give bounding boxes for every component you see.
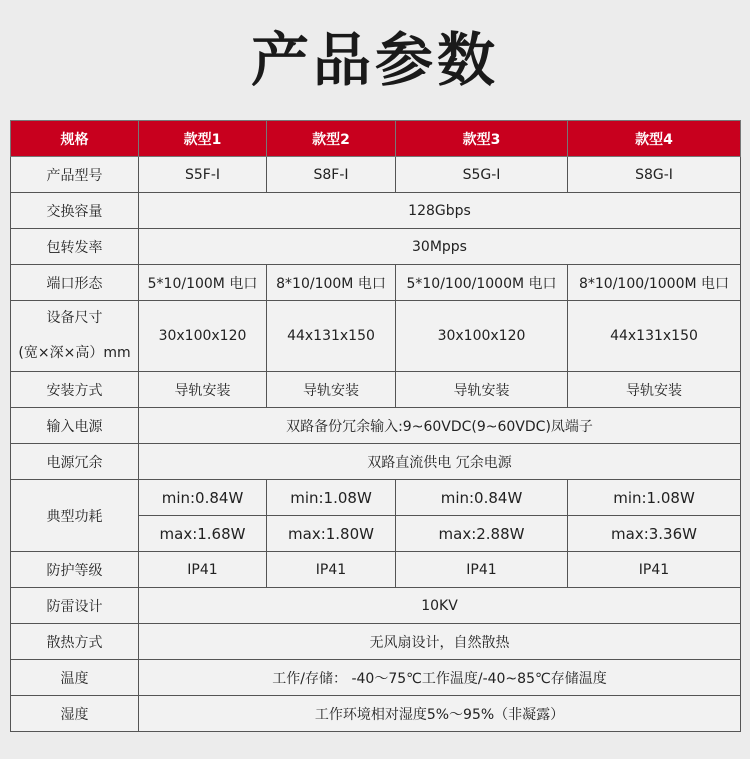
table-cell: 8*10/100M 电口 [267, 265, 396, 301]
table-cell: 工作/存储： -40～75℃工作温度/-40~85℃存储温度 [139, 660, 741, 696]
header-spec: 规格 [11, 121, 139, 157]
table-cell: IP41 [139, 552, 267, 588]
table-cell: 工作环境相对湿度5%～95%（非凝露） [139, 696, 741, 732]
table-cell: 无风扇设计，自然散热 [139, 624, 741, 660]
row-label: 散热方式 [11, 624, 139, 660]
table-cell: 8*10/100/1000M 电口 [568, 265, 741, 301]
spec-table [10, 120, 741, 732]
table-cell: min:0.84W [396, 480, 568, 516]
table-cell: 5*10/100/1000M 电口 [396, 265, 568, 301]
table-cell: IP41 [396, 552, 568, 588]
row-label: 端口形态 [11, 265, 139, 301]
table-cell: max:2.88W [396, 516, 568, 552]
table-cell: IP41 [568, 552, 741, 588]
table-row [11, 552, 741, 588]
table-row [11, 408, 741, 444]
table-cell: S8G-I [568, 157, 741, 193]
table-row [11, 480, 741, 516]
row-label: 交换容量 [11, 193, 139, 229]
table-row [11, 157, 741, 193]
row-label: 湿度 [11, 696, 139, 732]
table-cell: 30Mpps [139, 229, 741, 265]
table-cell: 30x100x120 [396, 301, 568, 372]
table-cell: 44x131x150 [568, 301, 741, 372]
table-cell: 导轨安装 [267, 372, 396, 408]
page-title: 产品参数 [250, 26, 499, 94]
row-label: 安装方式 [11, 372, 139, 408]
header-row [11, 121, 741, 157]
header-model-4: 款型4 [568, 121, 741, 157]
row-label: 防护等级 [11, 552, 139, 588]
row-label-line-2: (宽×深×高）mm [18, 345, 131, 361]
table-cell: min:1.08W [568, 480, 741, 516]
table-cell: max:1.68W [139, 516, 267, 552]
table-row [11, 229, 741, 265]
row-label: 包转发率 [11, 229, 139, 265]
table-cell: min:1.08W [267, 480, 396, 516]
table-cell: 5*10/100M 电口 [139, 265, 267, 301]
table-cell: 导轨安装 [139, 372, 267, 408]
table-cell: min:0.84W [139, 480, 267, 516]
row-label: 防雷设计 [11, 588, 139, 624]
table-cell: 导轨安装 [568, 372, 741, 408]
table-cell: S5G-I [396, 157, 568, 193]
table-cell: 44x131x150 [267, 301, 396, 372]
row-label: 典型功耗 [11, 480, 139, 552]
row-label: 温度 [11, 660, 139, 696]
table-cell: max:1.80W [267, 516, 396, 552]
row-label: 产品型号 [11, 157, 139, 193]
table-row [11, 696, 741, 732]
table-cell: S5F-I [139, 157, 267, 193]
header-model-2: 款型2 [267, 121, 396, 157]
table-cell: S8F-I [267, 157, 396, 193]
table-cell: IP41 [267, 552, 396, 588]
row-label: 电源冗余 [11, 444, 139, 480]
table-row [11, 372, 741, 408]
table-row [11, 301, 741, 372]
table-row [11, 660, 741, 696]
table-cell: 双路直流供电 冗余电源 [139, 444, 741, 480]
header-model-3: 款型3 [396, 121, 568, 157]
table-row [11, 588, 741, 624]
row-label [11, 301, 139, 372]
header-model-1: 款型1 [139, 121, 267, 157]
table-cell: 导轨安装 [396, 372, 568, 408]
table-cell: 30x100x120 [139, 301, 267, 372]
table-row [11, 444, 741, 480]
table-row [11, 265, 741, 301]
table-cell: 128Gbps [139, 193, 741, 229]
table-cell: 双路备份冗余输入:9~60VDC(9~60VDC)凤端子 [139, 408, 741, 444]
table-cell: max:3.36W [568, 516, 741, 552]
table-cell: 10KV [139, 588, 741, 624]
table-row [11, 624, 741, 660]
row-label-line-1: 设备尺寸 [46, 310, 103, 326]
table-row [11, 193, 741, 229]
row-label: 输入电源 [11, 408, 139, 444]
